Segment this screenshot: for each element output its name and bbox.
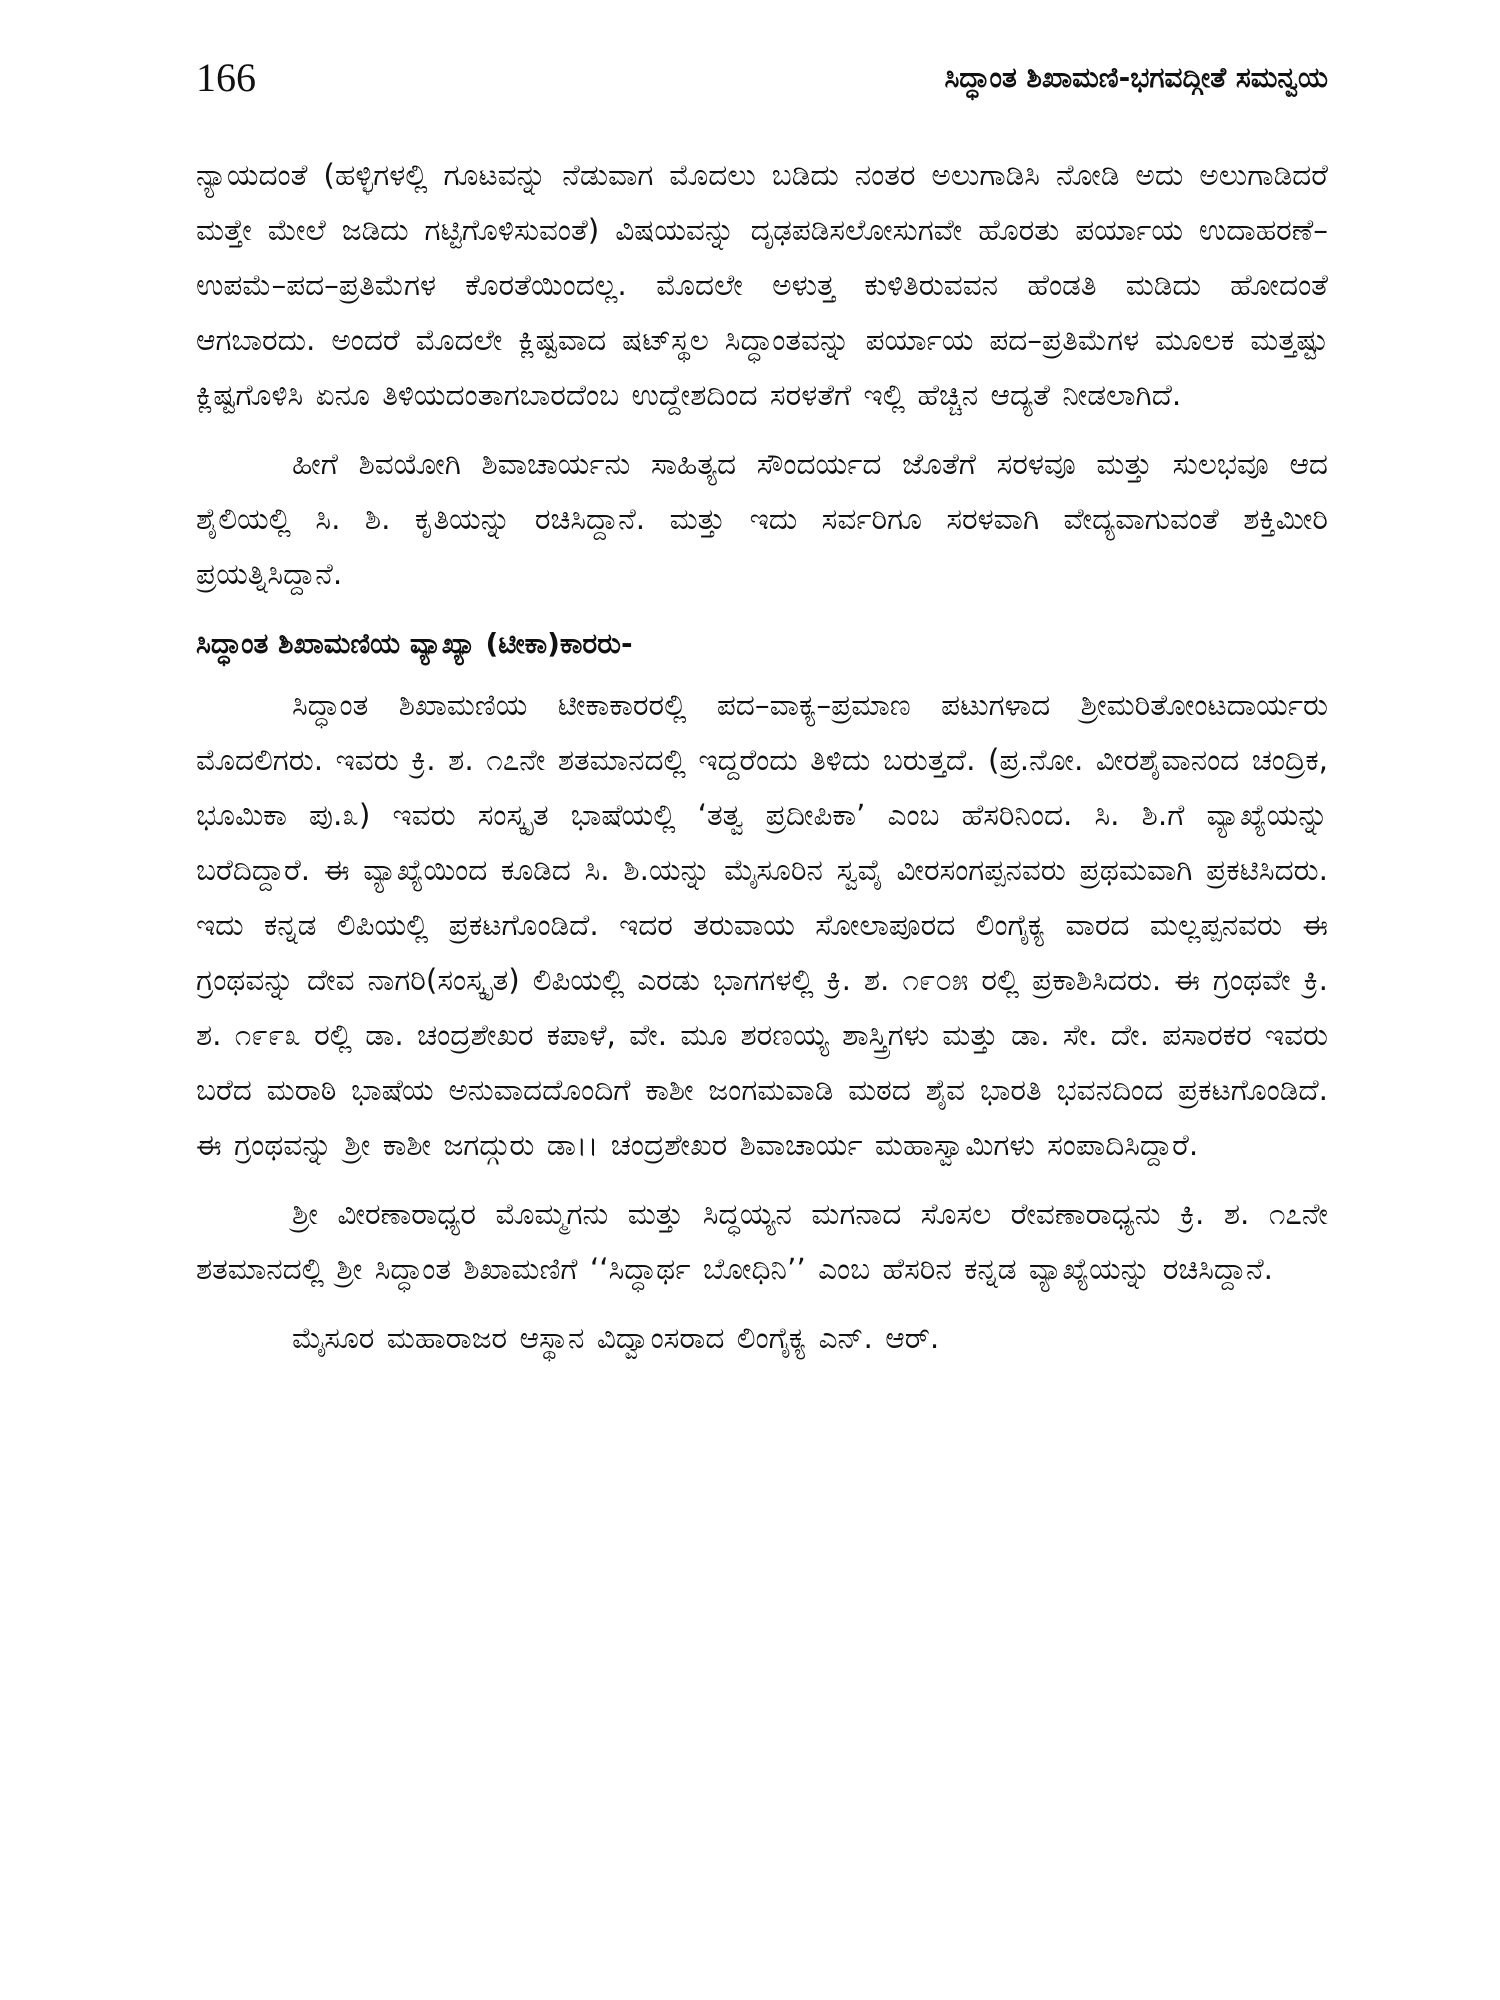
paragraph-1: ನ್ಯಾಯದಂತೆ (ಹಳ್ಳಿಗಳಲ್ಲಿ ಗೂಟವನ್ನು ನೆಡುವಾಗ ಮೊದಲು ಬಡಿದು ನಂತರ ಅಲುಗಾಡಿಸಿ ನೋಡಿ ಅದು ಅಲುಗಾಡಿದರೆ ಮತ್ತೇ ಮೇಲೆ ಜಡಿದು ಗಟ್ಟಿಗೊಳಿಸುವಂತೆ) ವಿಷಯವನ್ನು ದೃಢಪಡಿಸಲೋಸುಗವೇ ಹೊರತು ಪರ್ಯಾಯ ಉದಾಹರಣೆ–ಉಪಮೆ–ಪದ–ಪ್ರತಿಮೆಗಳ ಕೊರತೆಯಿಂದಲ್ಲ. ಮೊದಲೇ ಅಳುತ್ತ ಕುಳಿತಿರುವವನ ಹೆಂಡತಿ ಮಡಿದು ಹೋದಂತೆ ಆಗಬಾರದು. ಅಂದರೆ ಮೊದಲೇ ಕ್ಲಿಷ್ಟವಾದ ಷಟ್‌ಸ್ಥಲ ಸಿದ್ಧಾಂತವನ್ನು ಪರ್ಯಾಯ ಪದ–ಪ್ರತಿಮೆಗಳ ಮೂಲಕ ಮತ್ತಷ್ಟು ಕ್ಲಿಷ್ಟಗೊಳಿಸಿ ಏನೂ ತಿಳಿಯದಂತಾಗಬಾರದೆಂಬ ಉದ್ದೇಶದಿಂದ ಸರಳತೆಗೆ ಇಲ್ಲಿ ಹೆಚ್ಚಿನ ಆದ್ಯತೆ ನೀಡಲಾಗಿದೆ. bbox=[196, 158, 1328, 412]
paragraph-3: ಸಿದ್ಧಾಂತ ಶಿಖಾಮಣಿಯ ಟೀಕಾಕಾರರಲ್ಲಿ ಪದ–ವಾಕ್ಯ–ಪ್ರಮಾಣ ಪಟುಗಳಾದ ಶ್ರೀಮರಿತೋಂಟದಾರ್ಯರು ಮೊದಲಿಗರು. ಇವರು ಕ್ರಿ. ಶ. ೧೭ನೇ ಶತಮಾನದಲ್ಲಿ ಇದ್ದರೆಂದು ತಿಳಿದು ಬರುತ್ತದೆ. (ಪ್ರ.ನೋ. ವೀರಶೈವಾನಂದ ಚಂದ್ರಿಕ, ಭೂಮಿಕಾ ಪು.೩) ಇವರು ಸಂಸ್ಕೃತ ಭಾಷೆಯಲ್ಲಿ ‘ತತ್ವ ಪ್ರದೀಪಿಕಾ’ ಎಂಬ ಹೆಸರಿನಿಂದ. ಸಿ. ಶಿ.ಗೆ ವ್ಯಾಖ್ಯೆಯನ್ನು ಬರೆದಿದ್ದಾರೆ. ಈ ವ್ಯಾಖ್ಯೆಯಿಂದ ಕೂಡಿದ ಸಿ. ಶಿ.ಯನ್ನು ಮೈಸೂರಿನ ಸ್ವವೈ ವೀರಸಂಗಪ್ಪನವರು ಪ್ರಥಮವಾಗಿ ಪ್ರಕಟಿಸಿದರು. ಇದು ಕನ್ನಡ ಲಿಪಿಯಲ್ಲಿ ಪ್ರಕಟಗೊಂಡಿದೆ. ಇದರ ತರುವಾಯ ಸೋಲಾಪೂರದ ಲಿಂಗೈಕ್ಯ ವಾರದ ಮಲ್ಲಪ್ಪನವರು ಈ ಗ್ರಂಥವನ್ನು ದೇವ ನಾಗರಿ(ಸಂಸ್ಕೃತ) ಲಿಪಿಯಲ್ಲಿ ಎರಡು ಭಾಗಗಳಲ್ಲಿ ಕ್ರಿ. ಶ. ೧೯೦೫ ರಲ್ಲಿ ಪ್ರಕಾಶಿಸಿದರು. ಈ ಗ್ರಂಥವೇ ಕ್ರಿ. ಶ. ೧೯೯೩ ರಲ್ಲಿ ಡಾ. ಚಂದ್ರಶೇಖರ ಕಪಾಳೆ, ವೇ. ಮೂ ಶರಣಯ್ಯ ಶಾಸ್ತ್ರಿಗಳು ಮತ್ತು ಡಾ. ಸೇ. ದೇ. ಪಸಾರಕರ ಇವರು ಬರೆದ ಮರಾಠಿ ಭಾಷೆಯ ಅನುವಾದದೊಂದಿಗೆ ಕಾಶೀ ಜಂಗಮವಾಡಿ ಮಠದ ಶೈವ ಭಾರತಿ ಭವನದಿಂದ ಪ್ರಕಟಗೊಂಡಿದೆ. ಈ ಗ್ರಂಥವನ್ನು ಶ್ರೀ ಕಾಶೀ ಜಗದ್ಗುರು ಡಾ।। ಚಂದ್ರಶೇಖರ ಶಿವಾಚಾರ್ಯ ಮಹಾಸ್ವಾಮಿಗಳು ಸಂಪಾದಿಸಿದ್ದಾರೆ. bbox=[196, 688, 1328, 1162]
paragraph-2: ಹೀಗೆ ಶಿವಯೋಗಿ ಶಿವಾಚಾರ್ಯನು ಸಾಹಿತ್ಯದ ಸೌಂದರ್ಯದ ಜೊತೆಗೆ ಸರಳವೂ ಮತ್ತು ಸುಲಭವೂ ಆದ ಶೈಲಿಯಲ್ಲಿ ಸಿ. ಶಿ. ಕೃತಿಯನ್ನು ರಚಿಸಿದ್ದಾನೆ. ಮತ್ತು ಇದು ಸರ್ವರಿಗೂ ಸರಳವಾಗಿ ವೇದ್ಯವಾಗುವಂತೆ ಶಕ್ತಿಮೀರಿ ಪ್ರಯತ್ನಿಸಿದ್ದಾನೆ. bbox=[196, 447, 1328, 591]
page-body bbox=[196, 148, 1328, 1978]
section-heading: ಸಿದ್ಧಾಂತ ಶಿಖಾಮಣಿಯ ವ್ಯಾಖ್ಯಾ (ಟೀಕಾ)ಕಾರರು- bbox=[196, 627, 633, 660]
page-header bbox=[196, 52, 1328, 104]
paragraph-5: ಮೈಸೂರ ಮಹಾರಾಜರ ಆಸ್ಥಾನ ವಿದ್ವಾಂಸರಾದ ಲಿಂಗೈಕ್ಯ ಎನ್. ಆರ್. bbox=[292, 1321, 940, 1355]
running-title: ಸಿದ್ಧಾಂತ ಶಿಖಾಮಣಿ-ಭಗವದ್ಗೀತೆ ಸಮನ್ವಯ bbox=[944, 61, 1328, 94]
page-number: 166 bbox=[196, 55, 256, 100]
paragraph-4: ಶ್ರೀ ವೀರಣಾರಾಧ್ಯರ ಮೊಮ್ಮಗನು ಮತ್ತು ಸಿದ್ಧಯ್ಯನ ಮಗನಾದ ಸೊಸಲ ರೇವಣಾರಾಧ್ಯನು ಕ್ರಿ. ಶ. ೧೭ನೇ ಶತಮಾನದಲ್ಲಿ ಶ್ರೀ ಸಿದ್ಧಾಂತ ಶಿಖಾಮಣಿಗೆ ‘‘ಸಿದ್ಧಾರ್ಥ ಬೋಧಿನಿ’’ ಎಂಬ ಹೆಸರಿನ ಕನ್ನಡ ವ್ಯಾಖ್ಯೆಯನ್ನು ರಚಿಸಿದ್ದಾನೆ. bbox=[196, 1197, 1328, 1286]
